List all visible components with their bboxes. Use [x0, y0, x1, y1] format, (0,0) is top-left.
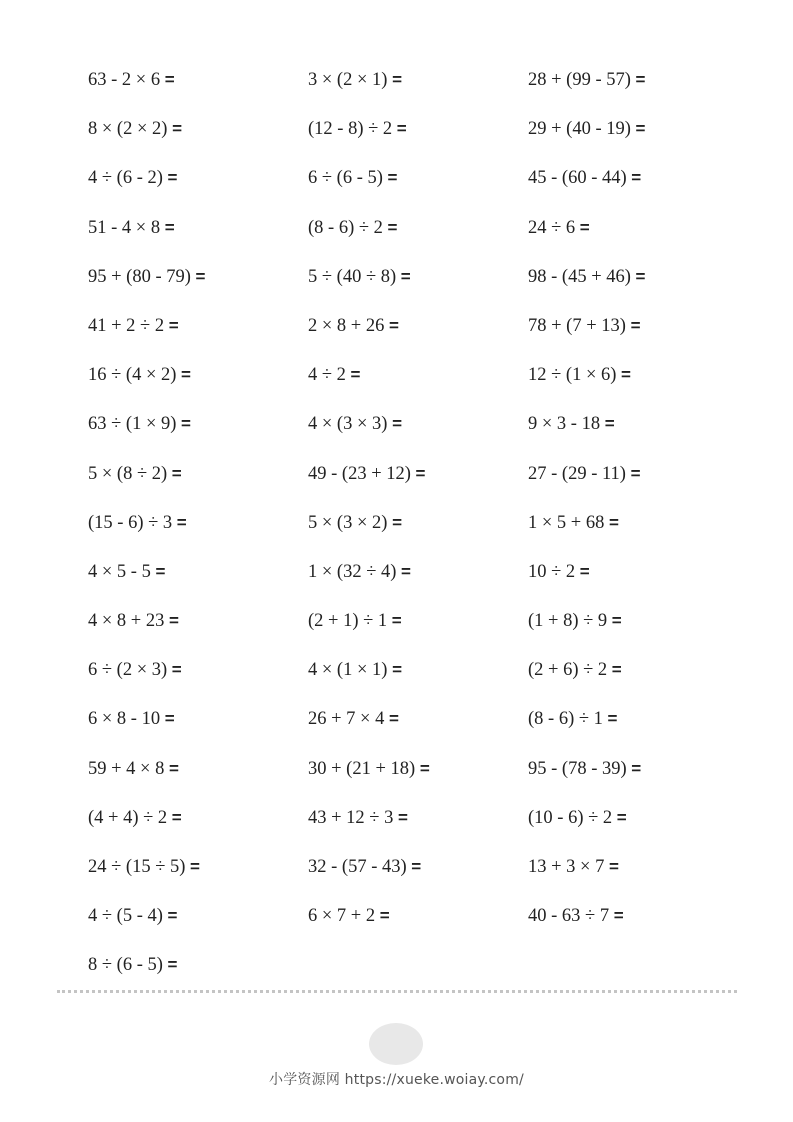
math-problem — [528, 117, 748, 141]
equals-sign: = — [631, 168, 642, 188]
math-problem — [88, 462, 308, 486]
problem-expression: 5 × (3 × 2) — [308, 512, 388, 533]
equals-sign: = — [171, 463, 182, 483]
math-problem — [88, 707, 308, 731]
equals-sign: = — [164, 709, 175, 729]
math-problem — [308, 560, 528, 584]
problem-expression: 98 - (45 + 46) — [528, 266, 631, 287]
math-problem — [528, 904, 748, 928]
equals-sign: = — [172, 119, 183, 139]
math-problem — [528, 166, 748, 190]
math-problem — [88, 265, 308, 289]
problem-expression: (10 - 6) ÷ 2 — [528, 807, 613, 828]
problem-expression: 8 ÷ (6 - 5) — [88, 955, 163, 976]
problem-expression: 51 - 4 × 8 — [88, 217, 161, 238]
equals-sign: = — [635, 266, 646, 286]
problem-row — [88, 68, 748, 117]
equals-sign: = — [389, 709, 399, 729]
math-problem — [528, 363, 748, 387]
equals-sign: = — [604, 414, 615, 434]
math-problem — [308, 314, 528, 338]
math-problem — [88, 216, 308, 240]
equals-sign: = — [387, 217, 398, 237]
problem-row — [88, 216, 748, 265]
equals-sign: = — [176, 512, 187, 532]
equals-sign: = — [379, 906, 390, 926]
math-problem — [88, 757, 308, 781]
problem-row — [88, 363, 748, 412]
problem-expression: 4 ÷ 2 — [308, 365, 346, 386]
problem-row — [88, 855, 748, 904]
equals-sign: = — [168, 315, 179, 335]
math-problem — [528, 462, 748, 486]
equals-sign: = — [635, 70, 646, 89]
math-problem — [308, 511, 528, 535]
math-problem — [528, 511, 748, 535]
problem-row — [88, 609, 748, 658]
equals-sign: = — [401, 561, 411, 581]
equals-sign: = — [419, 758, 430, 778]
equals-sign: = — [392, 70, 403, 89]
equals-sign: = — [613, 906, 624, 926]
problem-expression: 13 + 3 × 7 — [528, 857, 605, 877]
equals-sign: = — [609, 512, 619, 532]
equals-sign: = — [609, 857, 619, 876]
math-problem — [308, 216, 528, 240]
math-problem — [528, 707, 748, 731]
problem-expression: 40 - 63 ÷ 7 — [528, 906, 610, 927]
math-problem — [528, 68, 748, 92]
problem-expression: 2 × 8 + 26 — [308, 315, 385, 336]
math-problem — [308, 658, 528, 682]
math-problem — [88, 609, 308, 633]
problem-expression: 3 × (2 × 1) — [308, 70, 388, 90]
problem-expression: 95 - (78 - 39) — [528, 758, 627, 779]
math-problem — [528, 609, 748, 633]
problem-expression: 63 ÷ (1 × 9) — [88, 414, 177, 435]
problem-grid — [88, 68, 748, 1003]
math-problem — [528, 855, 748, 879]
problem-expression: 27 - (29 - 11) — [528, 463, 626, 484]
problem-expression: 4 × 8 + 23 — [88, 611, 165, 632]
problem-row — [88, 658, 748, 707]
problem-expression: (12 - 8) ÷ 2 — [308, 119, 393, 140]
problem-row — [88, 166, 748, 215]
problem-expression: 59 + 4 × 8 — [88, 758, 165, 779]
problem-row — [88, 412, 748, 461]
equals-sign: = — [630, 315, 641, 335]
math-problem — [528, 757, 748, 781]
page-number-badge — [369, 1023, 423, 1065]
problem-expression: (1 + 8) ÷ 9 — [528, 611, 608, 632]
math-problem — [308, 462, 528, 486]
problem-expression: 24 ÷ (15 ÷ 5) — [88, 857, 186, 877]
equals-sign: = — [607, 709, 618, 729]
equals-sign: = — [181, 365, 191, 385]
problem-expression: 6 ÷ (2 × 3) — [88, 660, 168, 681]
equals-sign: = — [190, 857, 200, 876]
problem-row — [88, 117, 748, 166]
problem-expression: 9 × 3 - 18 — [528, 414, 601, 435]
problem-row — [88, 462, 748, 511]
footer-source-text: 小学资源网 https://xueke.woiay.com/ — [269, 1072, 524, 1088]
problem-expression: 32 - (57 - 43) — [308, 857, 407, 877]
problem-expression: 63 - 2 × 6 — [88, 70, 161, 90]
problem-expression: 10 ÷ 2 — [528, 561, 576, 582]
math-problem — [308, 363, 528, 387]
equals-sign: = — [164, 70, 175, 89]
problem-expression: 49 - (23 + 12) — [308, 463, 411, 484]
problem-expression: 78 + (7 + 13) — [528, 315, 626, 336]
math-problem — [88, 314, 308, 338]
problem-expression: (8 - 6) ÷ 2 — [308, 217, 383, 238]
equals-sign: = — [396, 119, 407, 139]
problem-expression: 95 + (80 - 79) — [88, 266, 191, 287]
equals-sign: = — [392, 414, 403, 434]
problem-expression: (15 - 6) ÷ 3 — [88, 512, 173, 533]
equals-sign: = — [155, 561, 166, 581]
problem-expression: 6 × 7 + 2 — [308, 906, 376, 927]
math-problem — [308, 757, 528, 781]
equals-sign: = — [167, 906, 178, 926]
equals-sign: = — [169, 611, 179, 631]
problem-expression: 24 ÷ 6 — [528, 217, 576, 238]
problem-expression: 12 ÷ (1 × 6) — [528, 365, 617, 386]
math-problem — [308, 904, 528, 928]
problem-expression: 41 + 2 ÷ 2 — [88, 315, 165, 336]
problem-expression: 1 × 5 + 68 — [528, 512, 605, 533]
equals-sign: = — [635, 119, 646, 139]
math-problem — [528, 560, 748, 584]
dotted-divider — [57, 990, 737, 993]
equals-sign: = — [630, 463, 641, 483]
problem-expression: 45 - (60 - 44) — [528, 168, 627, 189]
math-problem — [88, 363, 308, 387]
math-problem — [308, 68, 528, 92]
problem-expression: 43 + 12 ÷ 3 — [308, 807, 394, 828]
equals-sign: = — [392, 660, 403, 680]
equals-sign: = — [181, 414, 191, 434]
equals-sign: = — [631, 758, 642, 778]
problem-row — [88, 560, 748, 609]
problem-expression: 6 ÷ (6 - 5) — [308, 168, 383, 189]
math-problem — [528, 216, 748, 240]
math-problem — [88, 953, 308, 977]
problem-expression: 16 ÷ (4 × 2) — [88, 365, 177, 386]
problem-expression: 28 + (99 - 57) — [528, 70, 631, 90]
math-problem — [88, 511, 308, 535]
equals-sign: = — [171, 660, 182, 680]
equals-sign: = — [611, 660, 622, 680]
equals-sign: = — [389, 315, 399, 335]
problem-expression: (2 + 1) ÷ 1 — [308, 611, 388, 632]
equals-sign: = — [171, 807, 182, 827]
math-problem — [88, 806, 308, 830]
math-problem — [528, 265, 748, 289]
problem-expression: 1 × (32 ÷ 4) — [308, 561, 397, 582]
math-problem — [308, 855, 528, 879]
equals-sign: = — [195, 266, 206, 286]
equals-sign: = — [411, 857, 422, 876]
math-problem — [528, 412, 748, 436]
problem-row — [88, 314, 748, 363]
equals-sign: = — [397, 807, 408, 827]
math-problem — [528, 806, 748, 830]
equals-sign: = — [391, 611, 402, 631]
equals-sign: = — [350, 365, 361, 385]
math-problem — [308, 609, 528, 633]
problem-expression: 5 × (8 ÷ 2) — [88, 463, 168, 484]
equals-sign: = — [579, 561, 590, 581]
math-problem — [88, 855, 308, 879]
math-problem — [308, 166, 528, 190]
equals-sign: = — [621, 365, 631, 385]
problem-expression: (2 + 6) ÷ 2 — [528, 660, 608, 681]
math-problem — [308, 707, 528, 731]
problem-expression: 29 + (40 - 19) — [528, 119, 631, 140]
math-problem — [528, 658, 748, 682]
problem-expression: 4 ÷ (5 - 4) — [88, 906, 163, 927]
equals-sign: = — [611, 611, 622, 631]
equals-sign: = — [167, 955, 178, 975]
equals-sign: = — [169, 758, 179, 778]
equals-sign: = — [579, 217, 590, 237]
problem-expression: 4 × 5 - 5 — [88, 561, 151, 582]
problem-row — [88, 265, 748, 314]
equals-sign: = — [415, 463, 426, 483]
problem-expression: 6 × 8 - 10 — [88, 709, 161, 730]
problem-expression: 4 × (3 × 3) — [308, 414, 388, 435]
math-problem — [308, 117, 528, 141]
math-problem — [88, 658, 308, 682]
problem-expression: 4 ÷ (6 - 2) — [88, 168, 163, 189]
equals-sign: = — [387, 168, 398, 188]
equals-sign: = — [400, 266, 411, 286]
math-problem — [528, 314, 748, 338]
math-problem — [308, 265, 528, 289]
problem-expression: 5 ÷ (40 ÷ 8) — [308, 266, 397, 287]
math-problem — [88, 412, 308, 436]
math-problem — [88, 166, 308, 190]
math-problem — [88, 117, 308, 141]
problem-row — [88, 953, 748, 1002]
math-problem — [308, 806, 528, 830]
problem-row — [88, 707, 748, 756]
equals-sign: = — [164, 217, 175, 237]
equals-sign: = — [392, 512, 403, 532]
problem-expression: (4 + 4) ÷ 2 — [88, 807, 168, 828]
equals-sign: = — [616, 807, 627, 827]
math-problem — [88, 904, 308, 928]
problem-row — [88, 511, 748, 560]
equals-sign: = — [167, 168, 178, 188]
math-problem — [88, 560, 308, 584]
problem-expression: 26 + 7 × 4 — [308, 709, 385, 730]
math-problem — [308, 412, 528, 436]
problem-expression: 8 × (2 × 2) — [88, 119, 168, 140]
problem-expression: 30 + (21 + 18) — [308, 758, 416, 779]
problem-expression: 4 × (1 × 1) — [308, 660, 388, 681]
problem-expression: (8 - 6) ÷ 1 — [528, 709, 603, 730]
problem-row — [88, 904, 748, 953]
math-problem — [88, 68, 308, 92]
problem-row — [88, 757, 748, 806]
problem-row — [88, 806, 748, 855]
